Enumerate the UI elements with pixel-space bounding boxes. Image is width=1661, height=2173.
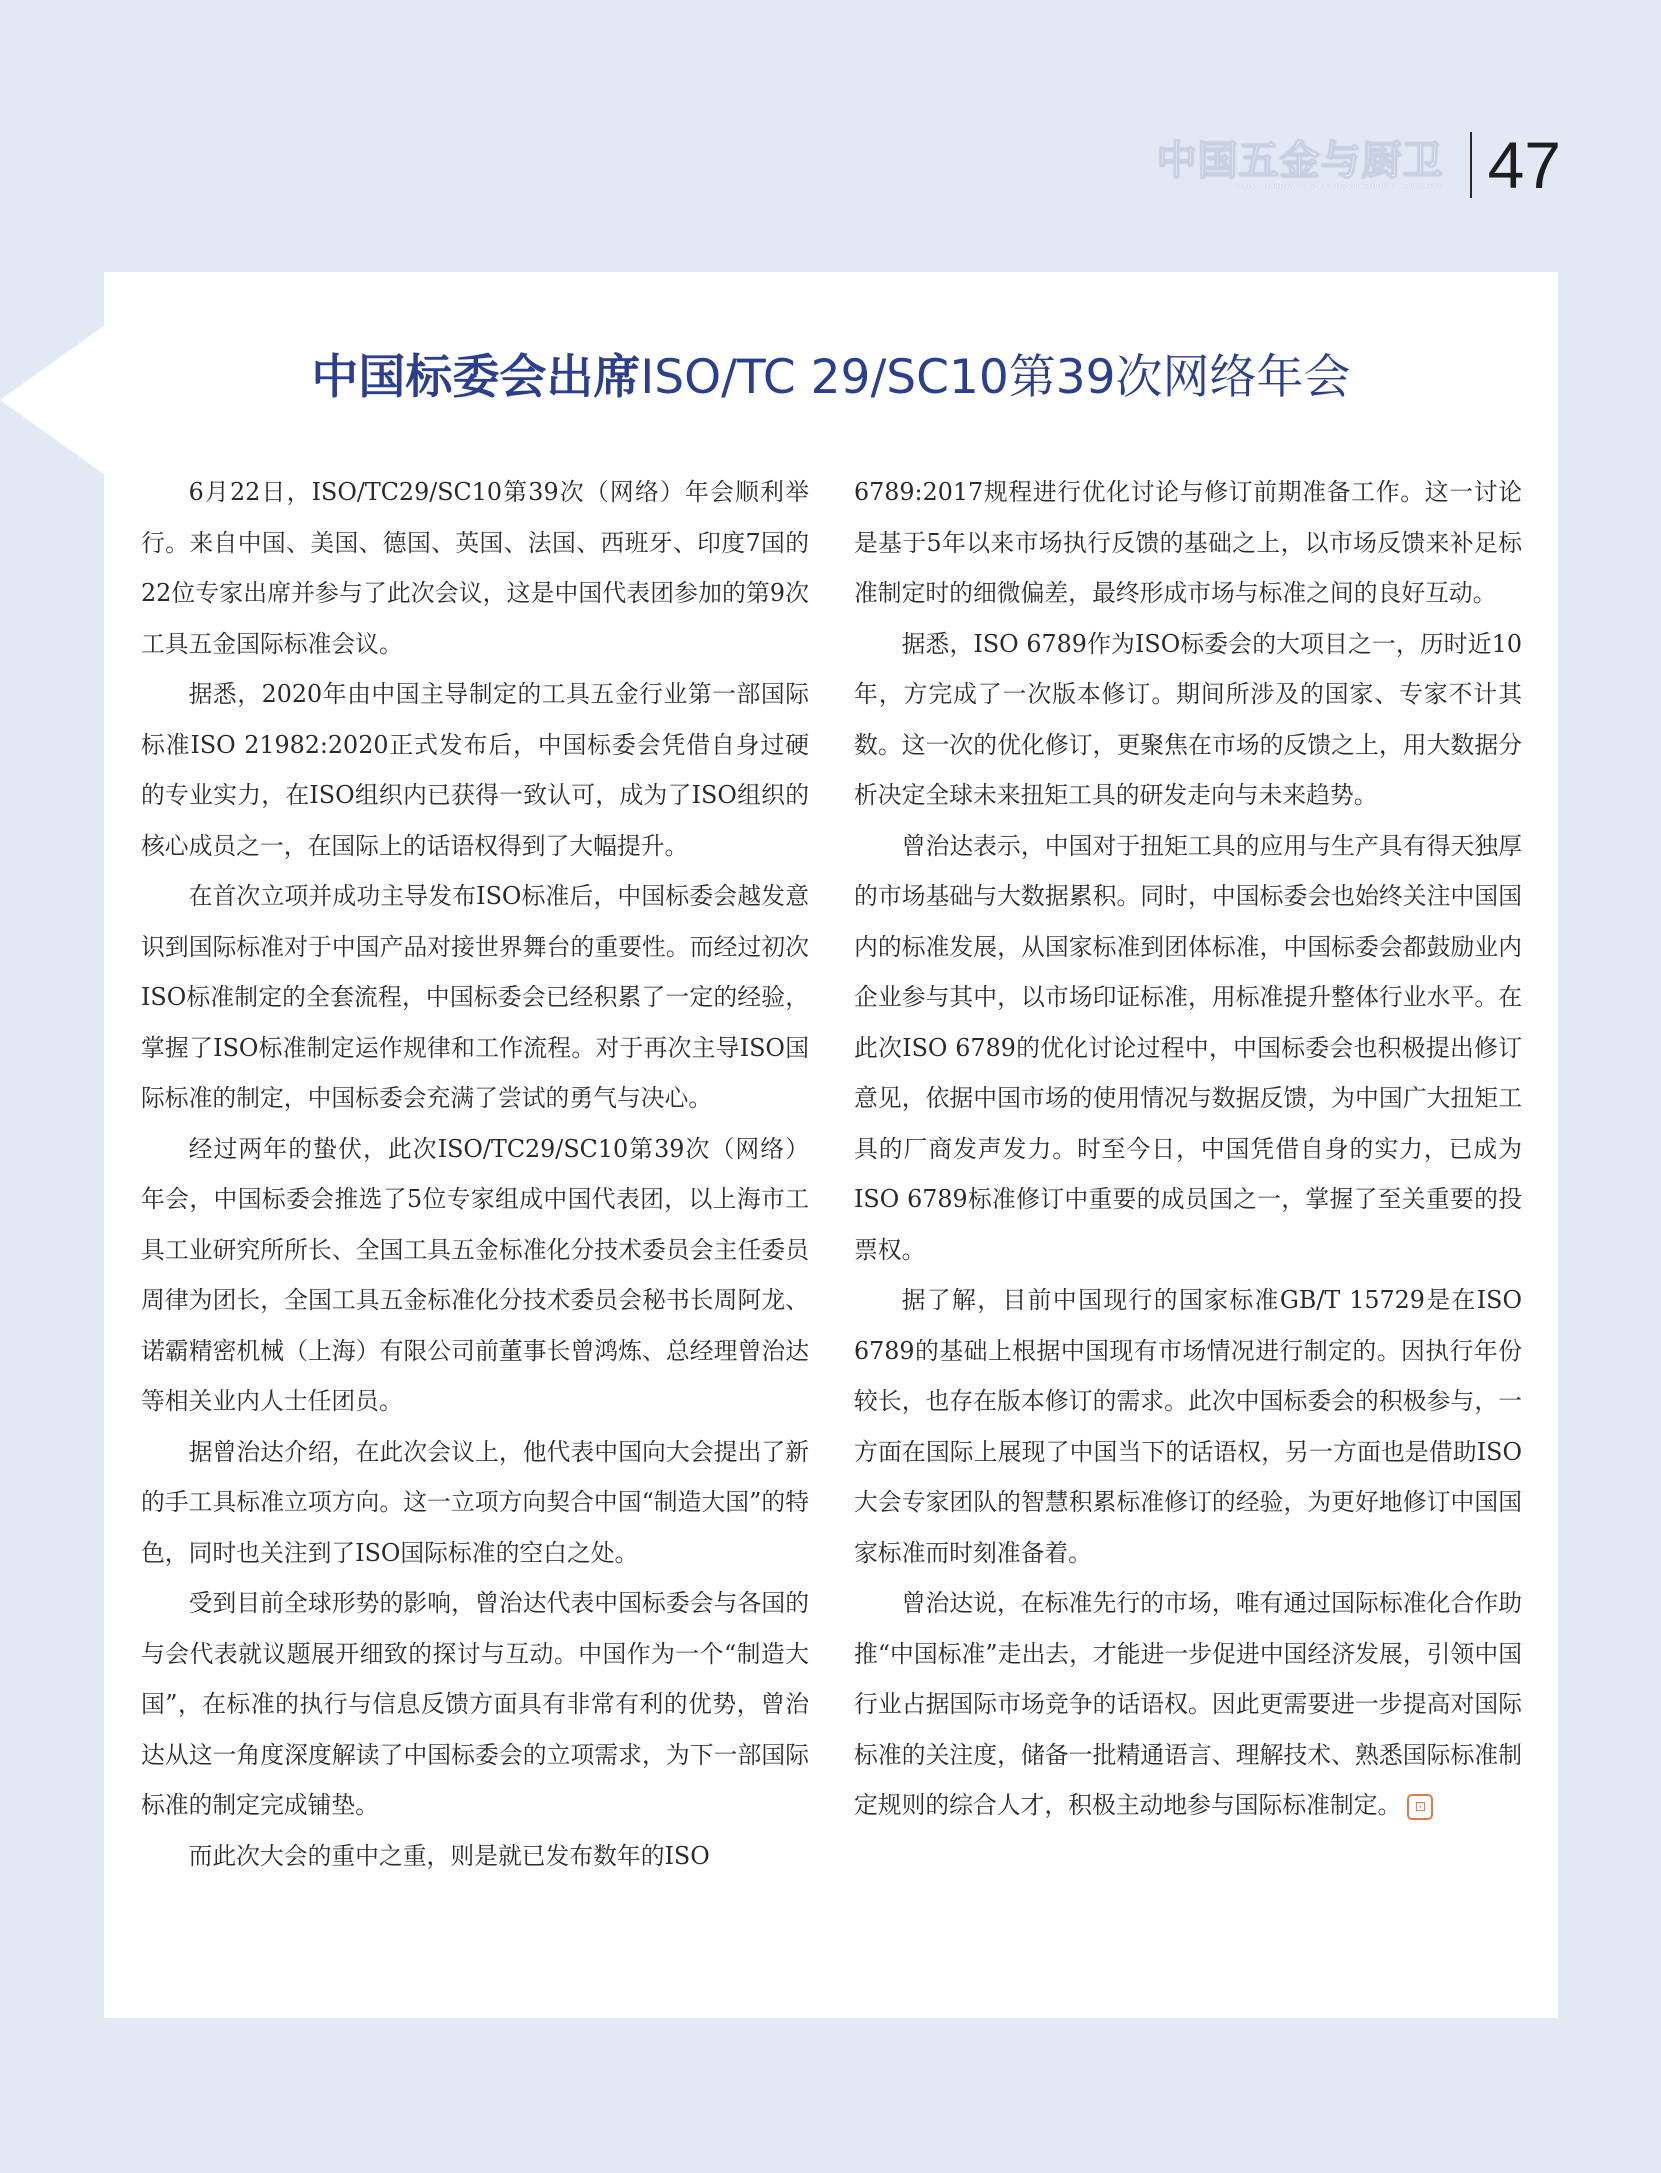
paragraph: 曾治达表示，中国对于扭矩工具的应用与生产具有得天独厚的市场基础与大数据累积。同时，中国标委会也始终关注中国国内的标准发展，从国家标准到团体标准，中国标委会都鼓励业内企业参与其中，以市场印证标准，用标准提升整体行业水平。在此次ISO 6789的优化讨论过程中，中国标委会也积极提出修订意见，依据中国市场的使用情况与数据反馈，为中国广大扭矩工具的厂商发声发力。时至今日，中国凭借自身的实力，已成为ISO 6789标准修订中重要的成员国之一，掌握了至关重要的投票权。 [854, 831, 1522, 1264]
title-bold-part: 中国标委会出席 [311, 350, 641, 405]
page-number: 47 [1487, 128, 1561, 202]
side-arrow-decoration [0, 325, 105, 475]
article-title [104, 348, 1558, 408]
article-panel [104, 272, 1558, 2018]
paragraph: 6月22日，ISO/TC29/SC10第39次（网络）年会顺利举行。来自中国、美国、德国、英国、法国、西班牙、印度7国的22位专家出席并参与了此次会议，这是中国代表团参加的第9次工具五金国际标准会议。 [141, 478, 809, 658]
paragraph: 在首次立项并成功主导发布ISO标准后，中国标委会越发意识到国际标准对于中国产品对接世界舞台的重要性。而经过初次ISO标准制定的全套流程，中国标委会已经积累了一定的经验，掌握了ISO标准制定运作规律和工作流程。对于再次主导ISO国际标准的制定，中国标委会充满了尝试的勇气与决心。 [141, 882, 809, 1112]
magazine-subtitle: CHINA HARDWARE & KITCHEN/BATHROOM APPARATUS [1236, 183, 1444, 190]
masthead [1157, 120, 1561, 210]
paragraph: 经过两年的蛰伏，此次ISO/TC29/SC10第39次（网络）年会，中国标委会推选了5位专家组成中国代表团，以上海市工具工业研究所所长、全国工具五金标准化分技术委员会主任委员周律为团长，全国工具五金标准化分技术委员会秘书长周阿龙、诺霸精密机械（上海）有限公司前董事长曾鸿炼、总经理曾治达等相关业内人士任团员。 [141, 1134, 809, 1415]
paragraph-continuation: 6789:2017规程进行优化讨论与修订前期准备工作。这一讨论是基于5年以来市场执行反馈的基础之上，以市场反馈来补足标准制定时的细微偏差，最终形成市场与标准之间的良好互动。 [854, 478, 1522, 607]
magazine-logo [1157, 139, 1444, 191]
title-light-part: ISO/TC 29/SC10第39次网络年会 [640, 350, 1351, 405]
header-divider [1470, 132, 1472, 198]
final-paragraph-text: 曾治达说，在标准先行的市场，唯有通过国际标准化合作助推“中国标准”走出去，才能进一步促进中国经济发展，引领中国行业占据国际市场竞争的话语权。因此更需要进一步提高对国际标准的关注度，储备一批精通语言、理解技术、熟悉国际标准制定规则的综合人才，积极主动地参与国际标准制定。 [854, 1589, 1522, 1819]
magazine-name: 中国五金与厨卫 [1156, 138, 1444, 184]
paragraph: 而此次大会的重中之重，则是就已发布数年的ISO [188, 1841, 710, 1870]
paragraph: 据悉，ISO 6789作为ISO标委会的大项目之一，历时近10年，方完成了一次版本修订。期间所涉及的国家、专家不计其数。这一次的优化修订，更聚焦在市场的反馈之上，用大数据分析决定全球未来扭矩工具的研发走向与未来趋势。 [854, 629, 1522, 809]
paragraph: 受到目前全球形势的影响，曾治达代表中国标委会与各国的与会代表就议题展开细致的探讨与互动。中国作为一个“制造大国”，在标准的执行与信息反馈方面具有非常有利的优势，曾治达从这一角度深度解读了中国标委会的立项需求，为下一部国际标准的制定完成铺垫。 [141, 1589, 809, 1819]
paragraph: 据曾治达介绍，在此次会议上，他代表中国向大会提出了新的手工具标准立项方向。这一立项方向契合中国“制造大国”的特色，同时也关注到了ISO国际标准的空白之处。 [141, 1437, 809, 1567]
paragraph: 据了解，目前中国现行的国家标准GB/T 15729是在ISO 6789的基础上根据中国现有市场情况进行制定的。因执行年份较长，也存在版本修订的需求。此次中国标委会的积极参与，一方面在国际上展现了中国当下的话语权，另一方面也是借助ISO大会专家团队的智慧积累标准修订的经验，为更好地修订中国国家标准而时刻准备着。 [854, 1286, 1522, 1567]
right-column [854, 467, 1522, 1831]
paragraph: 据悉，2020年由中国主导制定的工具五金行业第一部国际标准ISO 21982:2020正式发布后，中国标委会凭借自身过硬的专业实力，在ISO组织内已获得一致认可，成为了ISO组织的核心成员之一，在国际上的话语权得到了大幅提升。 [141, 680, 809, 860]
final-paragraph [854, 1578, 1522, 1831]
end-mark-icon: ⊡ [1407, 1794, 1433, 1820]
left-column [141, 467, 809, 1881]
